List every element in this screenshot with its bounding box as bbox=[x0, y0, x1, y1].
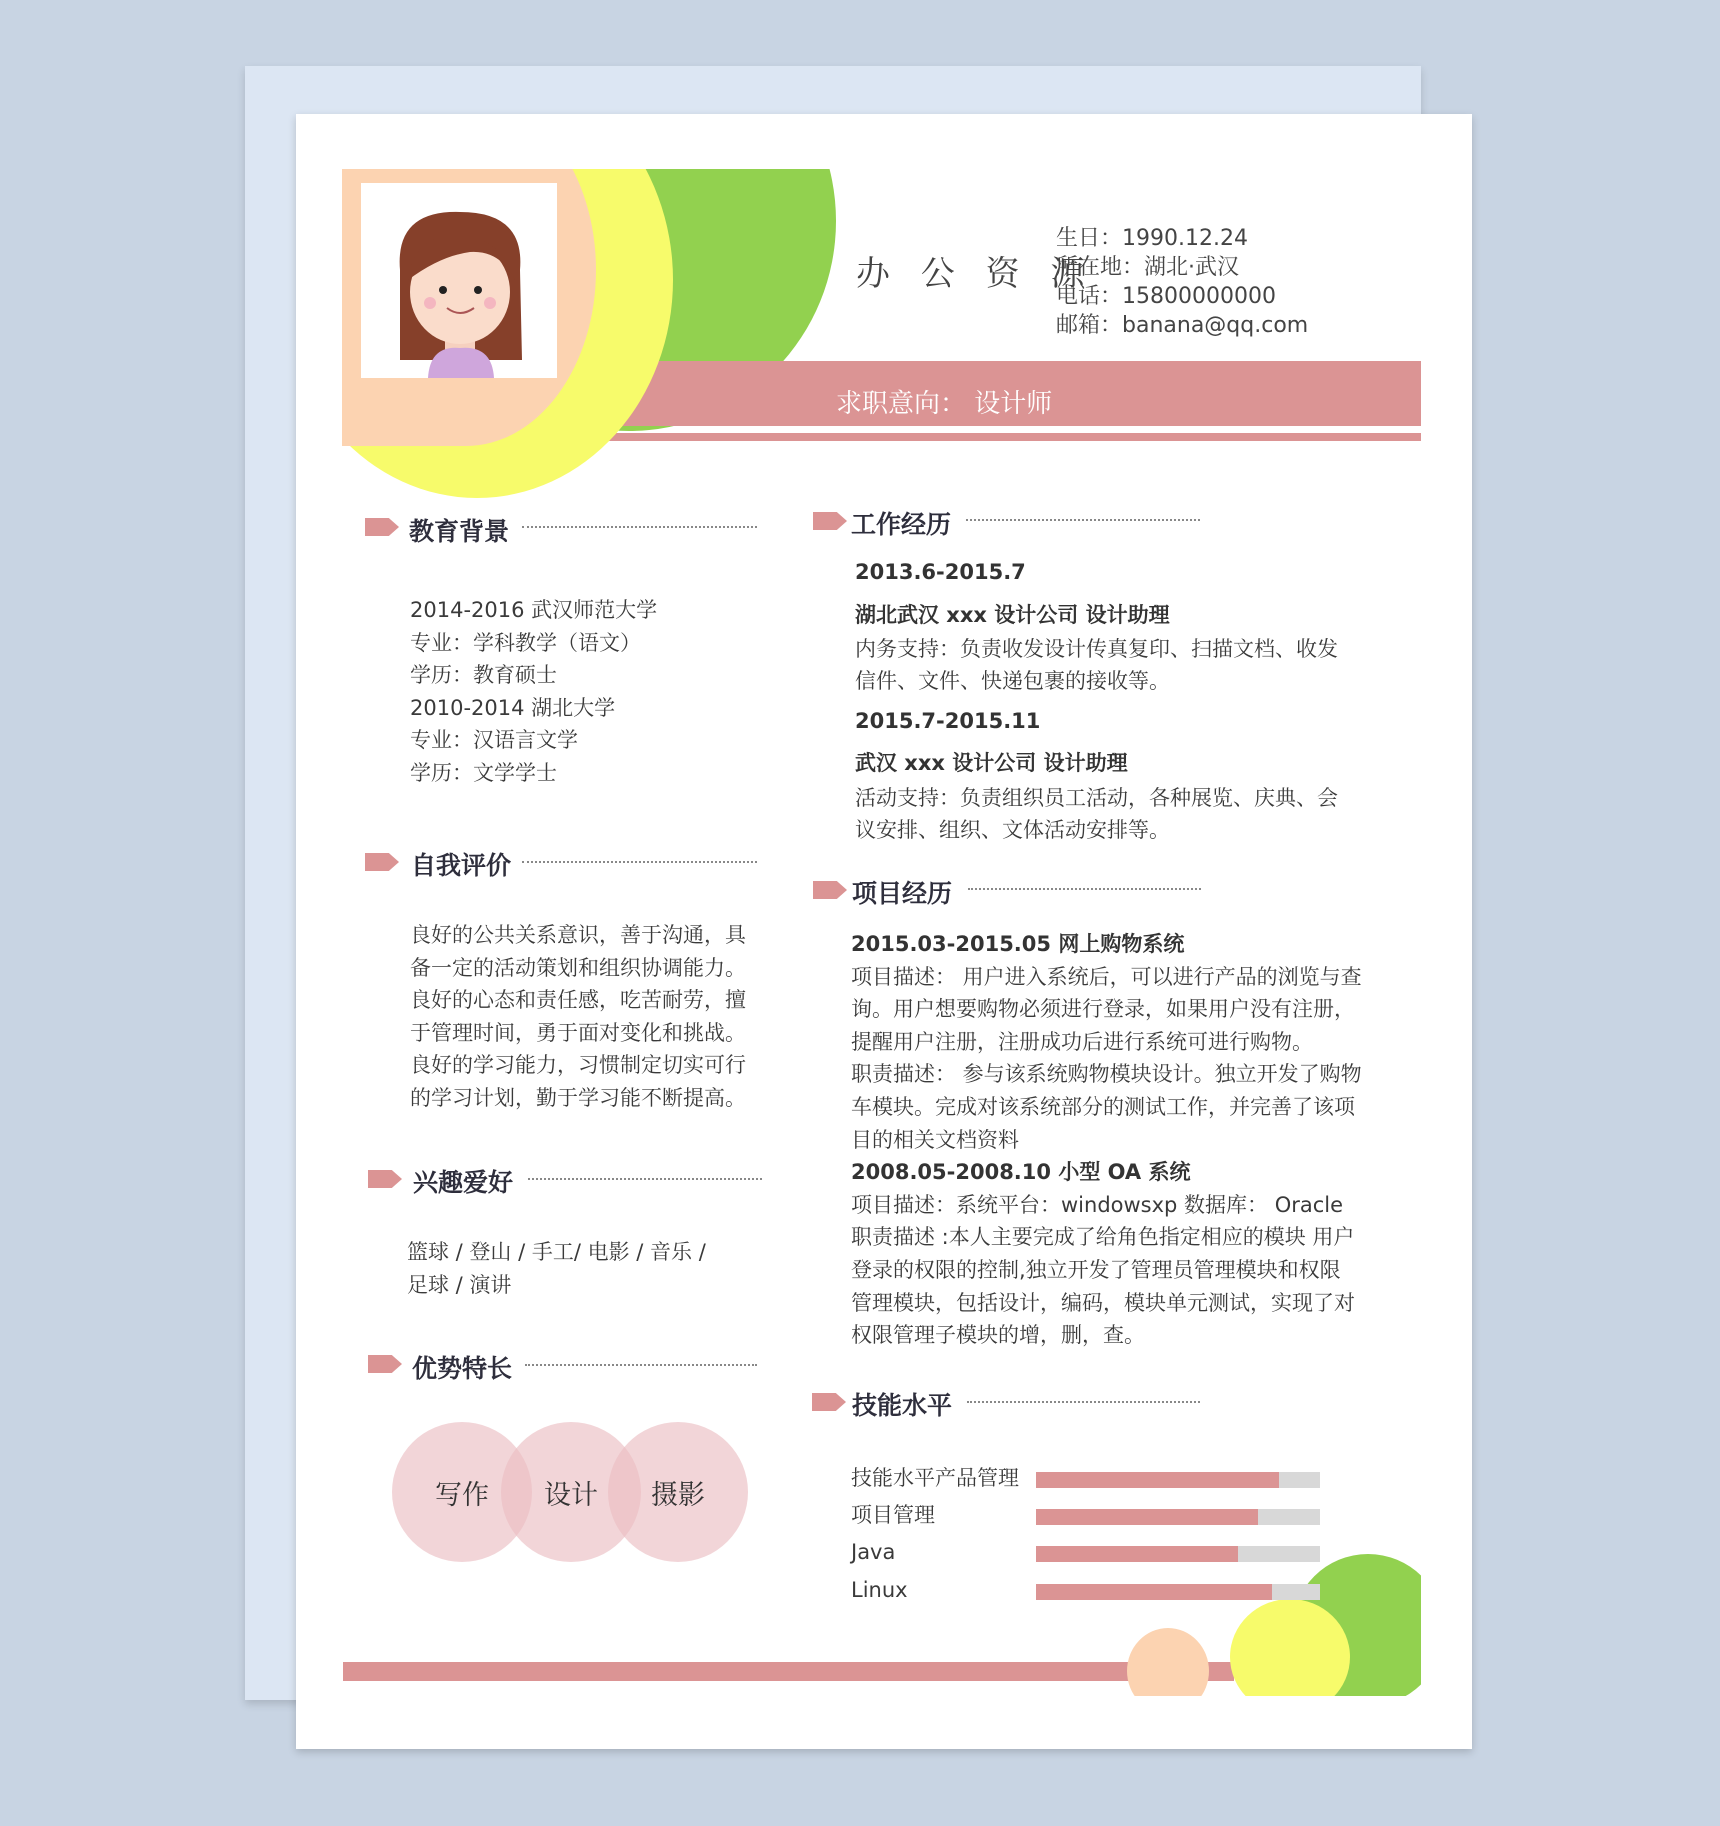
skill-bar-fill bbox=[1036, 1584, 1272, 1600]
skills-title: 技能水平 bbox=[852, 1391, 953, 1420]
strength-circle bbox=[608, 1422, 748, 1562]
project-line: 登录的权限的控制,独立开发了管理员管理模块和权限 bbox=[851, 1257, 1341, 1282]
location: 所在地：湖北·武汉 bbox=[1056, 255, 1239, 280]
project-line: 车模块。完成对该系统部分的测试工作，并完善了该项 bbox=[851, 1094, 1355, 1119]
strength-label: 设计 bbox=[544, 1479, 598, 1511]
education-line: 2014-2016 武汉师范大学 bbox=[410, 598, 658, 622]
skill-bar-fill bbox=[1036, 1546, 1238, 1562]
self-eval-line: 良好的心态和责任感，吃苦耐劳，擅 bbox=[410, 988, 746, 1013]
education-line: 2010-2014 湖北大学 bbox=[410, 695, 616, 720]
work-company: 湖北武汉 xxx 设计公司 设计助理 bbox=[855, 603, 1170, 627]
education-line: 学历：教育硕士 bbox=[410, 663, 557, 688]
work-company: 武汉 xxx 设计公司 设计助理 bbox=[855, 751, 1128, 775]
project-line: 提醒用户注册，注册成功后进行系统可进行购物。 bbox=[851, 1029, 1313, 1054]
self-eval-line: 于管理时间，勇于面对变化和挑战。 bbox=[410, 1020, 746, 1045]
project-line: 目的相关文档资料 bbox=[851, 1127, 1019, 1152]
project-line: 2008.05-2008.10 小型 OA 系统 bbox=[851, 1160, 1191, 1185]
project-line: 项目描述：系统平台：windowsxp 数据库： Oracle bbox=[851, 1192, 1344, 1217]
skill-bar-fill bbox=[1036, 1472, 1279, 1488]
self-eval-line: 良好的学习能力，习惯制定切实可行 bbox=[410, 1053, 746, 1078]
work-title: 工作经历 bbox=[851, 510, 952, 539]
projects-title: 项目经历 bbox=[852, 879, 953, 908]
divider bbox=[522, 861, 757, 863]
skill-name: 项目管理 bbox=[851, 1503, 935, 1527]
project-line: 2015.03-2015.05 网上购物系统 bbox=[851, 932, 1185, 956]
birthday: 生日：1990.12.24 bbox=[1056, 226, 1248, 251]
work-period: 2015.7-2015.11 bbox=[855, 709, 1041, 733]
project-line: 职责描述： 参与该系统购物模块设计。独立开发了购物 bbox=[851, 1062, 1362, 1087]
work-desc: 活动支持：负责组织员工活动，各种展览、庆典、会 bbox=[855, 786, 1338, 810]
skill-name: Java bbox=[851, 1540, 896, 1564]
skill-bar bbox=[1036, 1472, 1320, 1488]
job-objective: 求职意向： 设计师 bbox=[836, 389, 1053, 419]
self-eval-line: 的学习计划，勤于学习能不断提高。 bbox=[410, 1085, 746, 1110]
skill-bar bbox=[1036, 1546, 1320, 1562]
skill-name: 技能水平产品管理 bbox=[851, 1466, 1019, 1490]
education-line: 专业：学科教学（语文） bbox=[410, 630, 641, 655]
education-line: 学历：文学学士 bbox=[410, 760, 557, 785]
self-eval-title: 自我评价 bbox=[411, 851, 512, 880]
footer-bar bbox=[343, 1662, 1234, 1681]
work-desc: 内务支持：负责收发设计传真复印、扫描文档、收发 bbox=[855, 637, 1338, 661]
self-eval-line: 备一定的活动策划和组织协调能力。 bbox=[410, 955, 746, 980]
phone: 电话：15800000000 bbox=[1056, 284, 1276, 309]
project-line: 询。用户想要购物必须进行登录，如果用户没有注册， bbox=[851, 997, 1355, 1022]
strength-label: 写作 bbox=[435, 1479, 489, 1511]
strength-label: 摄影 bbox=[651, 1479, 705, 1511]
project-line: 项目描述： 用户进入系统后，可以进行产品的浏览与查 bbox=[851, 964, 1362, 989]
hobbies-list bbox=[407, 1236, 706, 1301]
peach-circle bbox=[1127, 1628, 1209, 1714]
education-list bbox=[410, 594, 657, 790]
yellow-circle bbox=[1230, 1599, 1350, 1715]
project-line: 职责描述 :本人主要完成了给角色指定相应的模块 用户 bbox=[851, 1225, 1355, 1250]
avatar bbox=[400, 212, 522, 378]
self-eval-line: 良好的公共关系意识，善于沟通，具 bbox=[410, 923, 746, 947]
projects-list bbox=[851, 928, 1362, 1352]
divider bbox=[522, 526, 757, 528]
hobbies-line: 篮球 / 登山 / 手工/ 电影 / 音乐 / bbox=[407, 1240, 706, 1264]
name: 办 公 资 源 bbox=[856, 254, 1095, 294]
hobbies-title: 兴趣爱好 bbox=[413, 1168, 514, 1197]
divider bbox=[967, 1401, 1200, 1403]
divider bbox=[525, 1364, 757, 1366]
skill-bar bbox=[1036, 1509, 1320, 1525]
hobbies-line: 足球 / 演讲 bbox=[407, 1272, 512, 1297]
education-line: 专业：汉语言文学 bbox=[410, 728, 578, 753]
project-line: 权限管理子模块的增，删，查。 bbox=[851, 1323, 1145, 1348]
skill-bar-fill bbox=[1036, 1509, 1258, 1525]
self-eval-text bbox=[410, 919, 746, 1115]
divider bbox=[528, 1178, 762, 1180]
skill-name: Linux bbox=[851, 1578, 908, 1602]
work-desc: 信件、文件、快递包裹的接收等。 bbox=[855, 669, 1170, 693]
work-desc: 议安排、组织、文体活动安排等。 bbox=[855, 818, 1170, 842]
strengths-title: 优势特长 bbox=[412, 1354, 513, 1383]
work-period: 2013.6-2015.7 bbox=[855, 560, 1026, 584]
skill-bar bbox=[1036, 1584, 1320, 1600]
education-title: 教育背景 bbox=[409, 517, 510, 546]
project-line: 管理模块，包括设计，编码，模块单元测试，实现了对 bbox=[851, 1290, 1355, 1315]
email: 邮箱：banana@qq.com bbox=[1056, 313, 1309, 338]
divider bbox=[968, 888, 1201, 890]
divider bbox=[966, 519, 1200, 521]
